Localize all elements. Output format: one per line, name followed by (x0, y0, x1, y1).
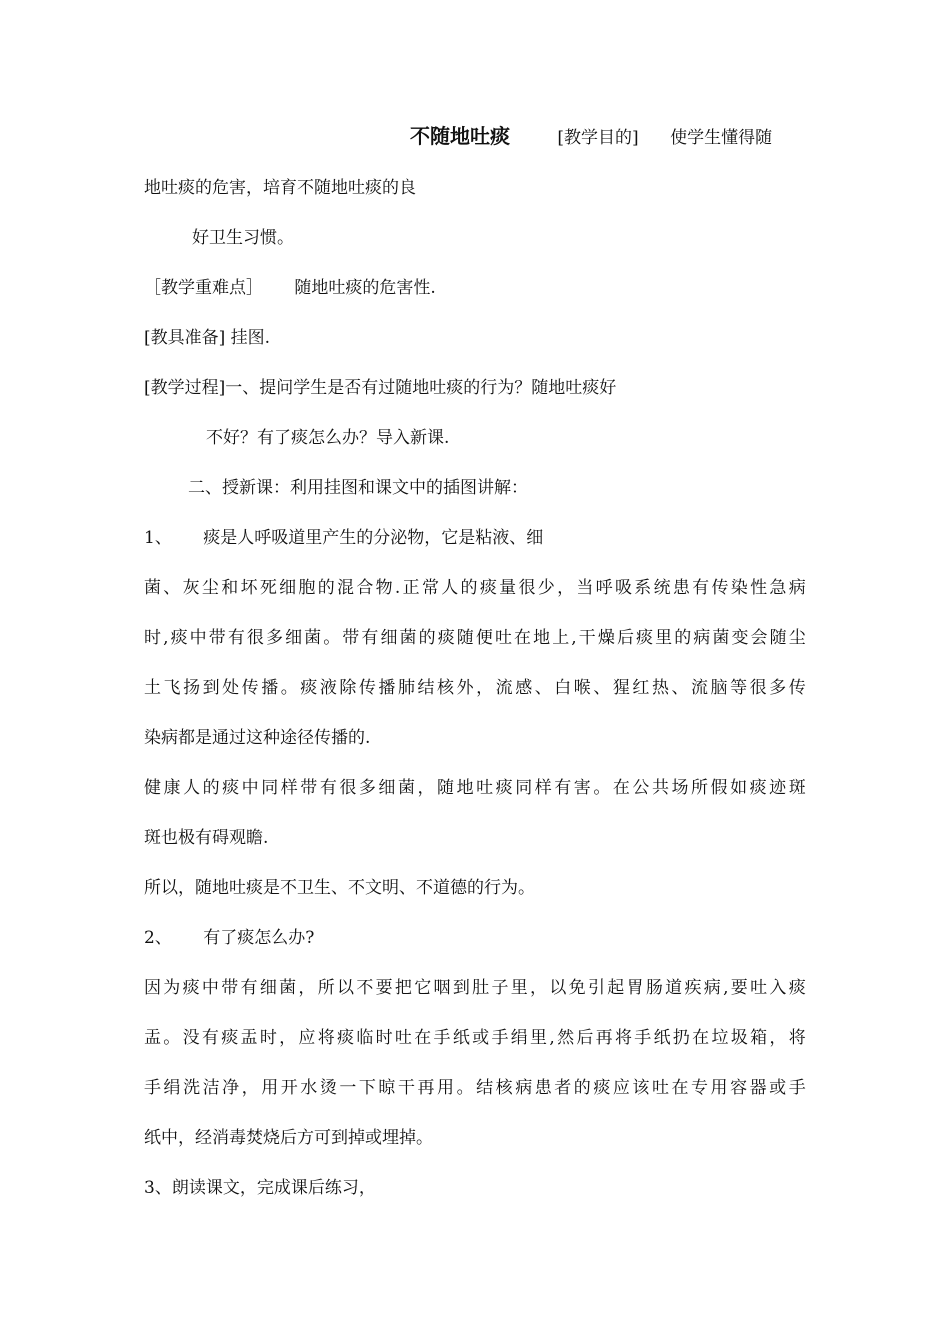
tools-row (144, 326, 806, 350)
objective-continuation: 地吐痰的危害，培育不随地吐痰的良 (144, 178, 416, 198)
process-step1-continuation: 不好？有了痰怎么办？导入新课. (206, 428, 450, 448)
item2-number: 2、 (144, 928, 172, 948)
item1-row (144, 526, 806, 550)
healthy-paragraph-line2: 斑也极有碍观瞻. (144, 828, 269, 848)
item1-line2: 菌、灰尘和坏死细胞的混合物.正常人的痰量很少，当呼吸系统患有传染性急病 (144, 578, 806, 598)
item2-line2: 盂。没有痰盂时，应将痰临时吐在手纸或手绢里,然后再将手纸扔在垃圾箱，将 (144, 1028, 806, 1048)
tools-label: [教具准备] (144, 328, 226, 348)
conclusion-paragraph: 所以，随地吐痰是不卫生、不文明、不道德的行为。 (144, 878, 535, 898)
objective-label: [教学目的] (557, 128, 639, 148)
item1-start: 痰是人呼吸道里产生的分泌物，它是粘液、细 (203, 528, 544, 548)
item1-line3: 时,痰中带有很多细菌。带有细菌的痰随便吐在地上,干燥后痰里的病菌变会随尘 (144, 628, 806, 648)
item2-line3: 手绢洗洁净，用开水烫一下晾干再用。结核病患者的痰应该吐在专用容器或手 (144, 1078, 806, 1098)
title-row (410, 123, 810, 151)
tools-text: 挂图. (230, 328, 271, 348)
process-step1: 一、提问学生是否有过随地吐痰的行为？随地吐痰好 (225, 378, 617, 398)
item2-text: 有了痰怎么办? (203, 928, 315, 948)
objective-start: 使学生懂得随 (670, 128, 773, 148)
key-points-label: ［教学重难点］ (144, 278, 263, 298)
item1-number: 1、 (144, 528, 172, 548)
item3: 3、朗读课文，完成课后练习， (144, 1178, 376, 1198)
item2-row (144, 926, 806, 950)
item1-line5: 染病都是通过这种途径传播的. (144, 728, 371, 748)
item2-line4: 纸中，经消毒焚烧后方可到掉或埋掉。 (144, 1128, 433, 1148)
process-row (144, 376, 806, 400)
healthy-paragraph-line1: 健康人的痰中同样带有很多细菌，随地吐痰同样有害。在公共场所假如痰迹斑 (144, 778, 806, 798)
page-title: 不随地吐痰 (410, 124, 510, 148)
key-points-row (144, 276, 806, 300)
item2-line1: 因为痰中带有细菌，所以不要把它咽到肚子里，以免引起胃肠道疾病,要吐入痰 (144, 978, 806, 998)
process-step2: 二、授新课：利用挂图和课文中的插图讲解： (188, 478, 528, 498)
key-points-text: 随地吐痰的危害性. (294, 278, 436, 298)
item1-line4: 土飞扬到处传播。痰液除传播肺结核外，流感、白喉、猩红热、流脑等很多传 (144, 678, 806, 698)
objective-end: 好卫生习惯。 (192, 228, 294, 248)
process-label: [教学过程] (144, 378, 226, 398)
